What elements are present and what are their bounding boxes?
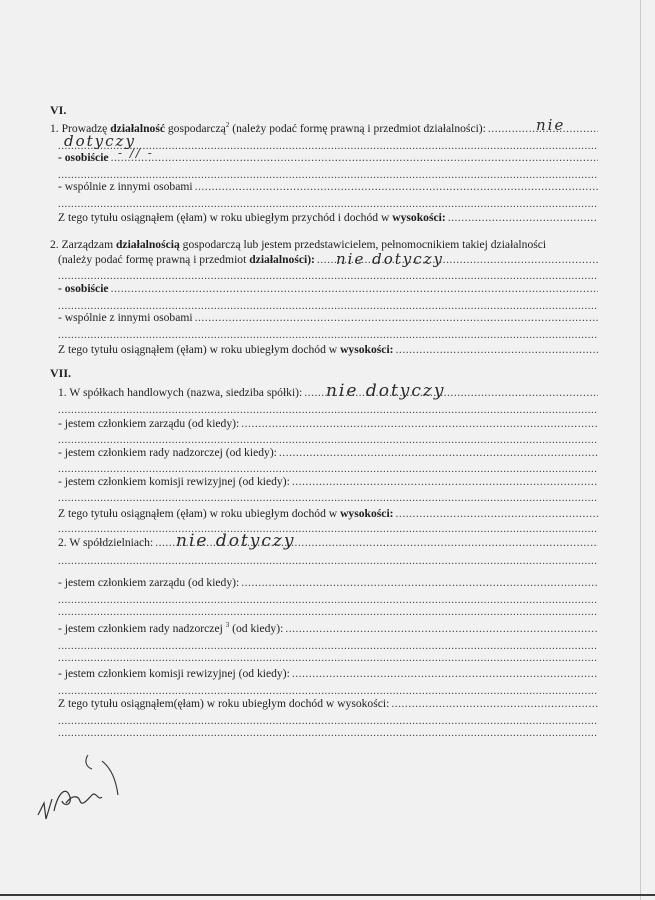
- dotted-fill: [292, 667, 598, 681]
- coops-label: 2. W spółdzielniach:: [58, 536, 154, 549]
- item-2-line-2: [58, 253, 598, 267]
- dotted-line: [58, 686, 598, 696]
- handwritten-personal: - // -: [118, 146, 154, 160]
- dotted-line: [58, 464, 598, 474]
- dotted-line: [58, 595, 598, 605]
- dotted-line: [58, 405, 598, 415]
- dotted-line: [58, 493, 598, 503]
- dotted-line: [58, 556, 598, 566]
- dotted-fill: [285, 622, 598, 636]
- dotted-line: [58, 199, 598, 209]
- dotted-line: [58, 607, 598, 617]
- income-3-label: Z tego tytułu osiągnąłem (ęłam) w roku ubiegłym dochód w wysokości:: [58, 507, 394, 520]
- dotted-line: [58, 435, 598, 445]
- item-2-label-1: 2. Zarządzam działalnością gospodarczą lub jestem przedstawicielem, pełnomocnikiem takiej działalności: [50, 238, 547, 251]
- supervisory-2-line: [58, 622, 598, 636]
- handwritten-answer-1b: dotyczy: [64, 132, 136, 150]
- dotted-line: [58, 728, 598, 738]
- dotted-line: [58, 524, 598, 534]
- dotted-line: [58, 271, 598, 281]
- coops-line: [58, 536, 598, 550]
- personal-label: - osobiście: [58, 151, 109, 164]
- dotted-line: [58, 641, 598, 651]
- dotted-fill: [241, 576, 598, 590]
- scan-bottom-border: [0, 894, 655, 896]
- section-6-heading: VI.: [50, 103, 67, 117]
- handwritten-companies: nie dotyczy: [326, 381, 446, 401]
- supervisory-line: [58, 446, 598, 460]
- dotted-line: [58, 716, 598, 726]
- income-1-label: Z tego tytułu osiągnąłem (ęłam) w roku ubiegłym przychód i dochód w wysokości:: [58, 211, 446, 224]
- jointly-2-label: - wspólnie z innymi osobami: [58, 311, 193, 324]
- personal-2-label: - osobiście: [58, 282, 109, 295]
- income-4-line: [58, 697, 598, 711]
- dotted-fill: [195, 180, 598, 194]
- section-7-heading: VII.: [50, 366, 72, 380]
- dotted-fill: [279, 446, 598, 460]
- item-1-label: 1. Prowadzę działalność gospodarczą$^2$ (należy podać formę prawną i przedmiot działalności):: [50, 121, 486, 135]
- income-1-line: [58, 211, 598, 225]
- income-3-line: [58, 507, 598, 521]
- audit-2-label: - jestem członkiem komisji rewizyjnej (od kiedy):: [58, 667, 290, 680]
- dotted-fill: [241, 417, 598, 431]
- dotted-fill: [292, 475, 598, 489]
- handwritten-signature: [36, 745, 126, 830]
- dotted-line: [58, 301, 598, 311]
- handwritten-answer-2: nie dotyczy: [336, 250, 445, 268]
- audit-2-line: [58, 667, 598, 681]
- supervisory-label: - jestem członkiem rady nadzorczej (od kiedy):: [58, 446, 277, 459]
- handwritten-answer-1a: nie: [536, 116, 566, 134]
- dotted-line: [58, 170, 598, 180]
- dotted-line: [58, 330, 598, 340]
- board-2-line: [58, 576, 598, 590]
- jointly-line: [58, 180, 598, 194]
- board-2-label: - jestem członkiem zarządu (od kiedy):: [58, 576, 240, 589]
- item-2-line-1: [50, 238, 602, 252]
- board-label: - jestem członkiem zarządu (od kiedy):: [58, 417, 240, 430]
- dotted-fill: [391, 697, 598, 711]
- audit-line: [58, 475, 598, 489]
- personal-2-line: [58, 282, 598, 296]
- scan-edge-line: [640, 0, 641, 900]
- income-2-label: Z tego tytułu osiągnąłem (ęłam) w roku ubiegłym dochód w wysokości:: [58, 343, 394, 356]
- board-line: [58, 417, 598, 431]
- dotted-fill: [111, 282, 598, 296]
- income-2-line: [58, 343, 598, 357]
- audit-label: - jestem członkiem komisji rewizyjnej (od kiedy):: [58, 475, 290, 488]
- dotted-fill: [448, 211, 598, 225]
- dotted-fill: [195, 311, 598, 325]
- dotted-fill: [396, 343, 598, 357]
- supervisory-2-label: - jestem członkiem rady nadzorczej $^3$ (od kiedy):: [58, 621, 284, 635]
- income-4-label: Z tego tytułu osiągnąłem(ęłam) w roku ubiegłym dochód w wysokości:: [58, 697, 390, 710]
- jointly-label: - wspólnie z innymi osobami: [58, 180, 193, 193]
- item-2-label-2: (należy podać formę prawną i przedmiot działalności):: [58, 253, 315, 266]
- dotted-fill: [111, 151, 598, 165]
- dotted-fill: [396, 507, 598, 521]
- jointly-2-line: [58, 311, 598, 325]
- companies-label: 1. W spółkach handlowych (nazwa, siedziba spółki):: [58, 386, 303, 399]
- dotted-line: [58, 653, 598, 663]
- handwritten-coops: nie dotyczy: [176, 531, 296, 551]
